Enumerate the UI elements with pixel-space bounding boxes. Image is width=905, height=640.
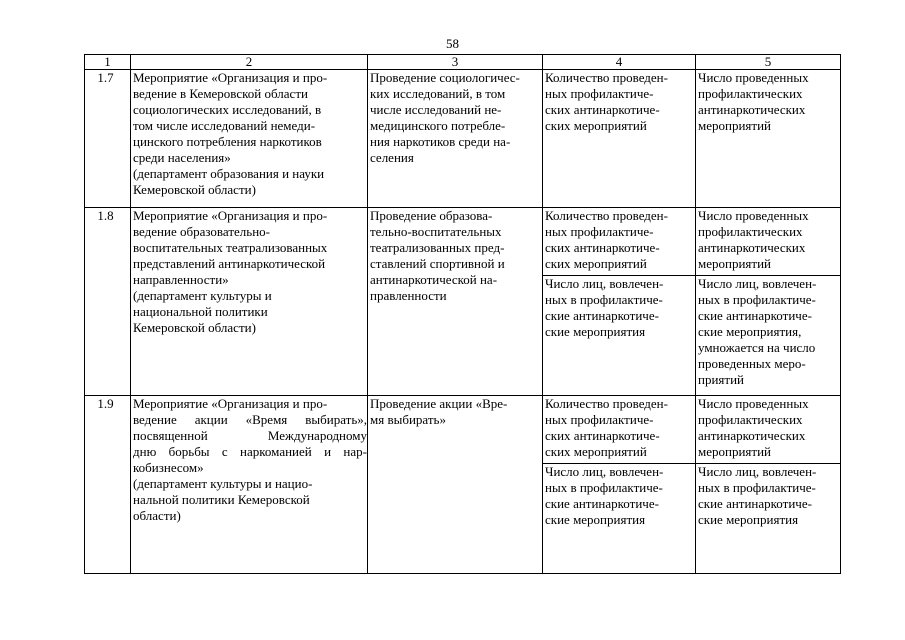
text-line: ных в профилактиче- (698, 480, 816, 495)
table-row (85, 208, 841, 276)
row-number: 1.8 (85, 208, 131, 396)
text-line: ставлений спортивной и (370, 256, 505, 271)
text-line: ных в профилактиче- (545, 292, 663, 307)
text-line: антинаркотических (698, 428, 806, 443)
row-number: 1.9 (85, 396, 131, 574)
calculation-method-cell (696, 208, 841, 276)
text-line: Количество проведен- (545, 70, 668, 85)
text-line: ские антинаркотиче- (698, 308, 812, 323)
text-line: мя выбирать» (370, 412, 446, 427)
indicator-cell (543, 208, 696, 276)
measure-description-cell (131, 396, 368, 574)
text-line: ведение образовательно- (133, 224, 270, 239)
text-line: ких исследований, в том (370, 86, 506, 101)
measures-table (84, 54, 841, 574)
text-line: Количество проведен- (545, 396, 668, 411)
calculation-method-cell (696, 464, 841, 574)
text-line: антинаркотической на- (370, 272, 498, 287)
text-line: (департамент образования и науки (133, 166, 325, 181)
text-line: ские мероприятия (698, 512, 799, 527)
text-line: социологических исследований, в (133, 102, 322, 117)
text-line: антинаркотических (698, 240, 806, 255)
text-line: правленности (370, 288, 447, 303)
text-line: ские мероприятия (545, 324, 646, 339)
text-line: ские антинаркотиче- (545, 496, 659, 511)
text-line: числе исследований не- (370, 102, 502, 117)
header-col-4: 4 (543, 55, 696, 70)
text-line: ведение акции «Время выбирать», (133, 412, 367, 427)
text-line: направленности» (133, 272, 229, 287)
text-line: ские мероприятия, (698, 324, 802, 339)
text-line: Количество проведен- (545, 208, 668, 223)
text-line: мероприятий (698, 118, 771, 133)
text-line: кобизнесом» (133, 460, 204, 475)
measure-description-cell (131, 70, 368, 208)
indicator-cell (543, 396, 696, 464)
text-line: ных профилактиче- (545, 224, 654, 239)
header-col-1: 1 (85, 55, 131, 70)
text-line: (департамент культуры и нацио- (133, 476, 313, 491)
text-line: ские антинаркотиче- (545, 308, 659, 323)
text-line: театрализованных пред- (370, 240, 505, 255)
text-line: ведение в Кемеровской области (133, 86, 308, 101)
text-line: воспитательных театрализованных (133, 240, 328, 255)
activity-cell (368, 70, 543, 208)
text-line: ских мероприятий (545, 118, 647, 133)
measure-description-cell (131, 208, 368, 396)
text-line: ские антинаркотиче- (698, 496, 812, 511)
text-line: цинского потребления наркотиков (133, 134, 322, 149)
text-line: мероприятий (698, 256, 771, 271)
activity-cell (368, 208, 543, 396)
page-number: 58 (446, 36, 459, 51)
activity-cell (368, 396, 543, 574)
text-line: ские мероприятия (545, 512, 646, 527)
text-line: умножается на число (698, 340, 816, 355)
text-line: ских мероприятий (545, 256, 647, 271)
text-line: Кемеровской области) (133, 182, 256, 197)
text-line: нальной политики Кемеровской (133, 492, 310, 507)
text-line: Мероприятие «Организация и про- (133, 208, 328, 223)
text-line: Кемеровской области) (133, 320, 256, 335)
table-row (85, 70, 841, 208)
text-line: мероприятий (698, 444, 771, 459)
calculation-method-cell (696, 396, 841, 464)
text-line: профилактических (698, 224, 803, 239)
header-col-3: 3 (368, 55, 543, 70)
text-line: Число проведенных (698, 70, 809, 85)
text-line: том числе исследований немеди- (133, 118, 316, 133)
text-line: дню борьбы с наркоманией и нар- (133, 444, 367, 459)
text-line: ных профилактиче- (545, 412, 654, 427)
indicator-cell (543, 464, 696, 574)
text-line: проведенных меро- (698, 356, 806, 371)
text-line: ских антинаркотиче- (545, 428, 660, 443)
text-line: ских антинаркотиче- (545, 102, 660, 117)
text-line: Число проведенных (698, 396, 809, 411)
text-line: медицинского потребле- (370, 118, 506, 133)
text-line: (департамент культуры и (133, 288, 272, 303)
text-line: среди населения» (133, 150, 231, 165)
text-line: Проведение образова- (370, 208, 493, 223)
text-line: Число лиц, вовлечен- (545, 464, 664, 479)
text-line: ния наркотиков среди на- (370, 134, 511, 149)
text-line: ских антинаркотиче- (545, 240, 660, 255)
text-line: профилактических (698, 86, 803, 101)
header-col-5: 5 (696, 55, 841, 70)
text-line: Число лиц, вовлечен- (698, 464, 817, 479)
text-line: ных профилактиче- (545, 86, 654, 101)
text-line: Проведение социологичес- (370, 70, 520, 85)
calculation-method-cell (696, 276, 841, 396)
header-col-2: 2 (131, 55, 368, 70)
table-header-row (85, 55, 841, 70)
text-line: области) (133, 508, 181, 523)
table-row (85, 396, 841, 464)
text-line: Число лиц, вовлечен- (545, 276, 664, 291)
text-line: представлений антинаркотической (133, 256, 326, 271)
indicator-cell (543, 276, 696, 396)
row-number: 1.7 (85, 70, 131, 208)
text-line: профилактических (698, 412, 803, 427)
text-line: национальной политики (133, 304, 268, 319)
text-line: Число лиц, вовлечен- (698, 276, 817, 291)
text-line: приятий (698, 372, 744, 387)
indicator-cell (543, 70, 696, 208)
text-line: Проведение акции «Вре- (370, 396, 508, 411)
text-line: ных в профилактиче- (698, 292, 816, 307)
text-line: антинаркотических (698, 102, 806, 117)
text-line: ных в профилактиче- (545, 480, 663, 495)
text-line: Мероприятие «Организация и про- (133, 70, 328, 85)
text-line: селения (370, 150, 414, 165)
text-line: ских мероприятий (545, 444, 647, 459)
text-line: Мероприятие «Организация и про- (133, 396, 328, 411)
text-line: посвященной Международному (133, 428, 367, 443)
calculation-method-cell (696, 70, 841, 208)
text-line: Число проведенных (698, 208, 809, 223)
text-line: тельно-воспитательных (370, 224, 502, 239)
